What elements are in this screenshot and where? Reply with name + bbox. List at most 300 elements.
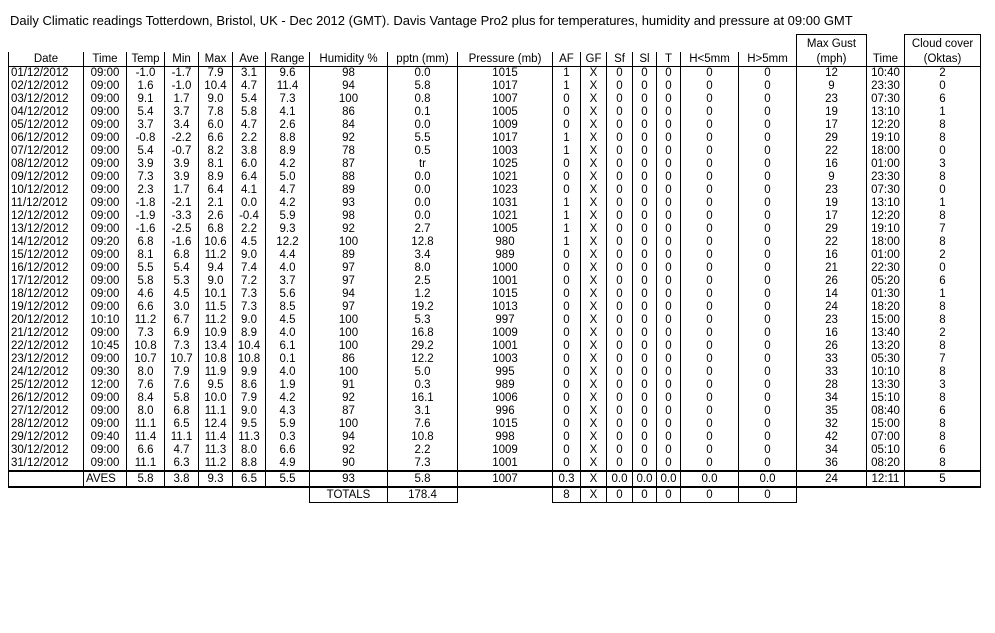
table-cell: 09:00 (84, 210, 127, 223)
table-cell: 0 (553, 106, 581, 119)
column-header: Min (165, 52, 199, 67)
table-cell: 0 (607, 379, 633, 392)
table-cell: X (581, 275, 607, 288)
table-cell: 04/12/2012 (9, 106, 84, 119)
table-cell: 33 (797, 366, 867, 379)
averages-cell (9, 471, 84, 487)
table-cell: 0 (681, 119, 739, 132)
table-cell: 5.4 (127, 106, 165, 119)
table-cell: 6.8 (127, 236, 165, 249)
table-cell: 0 (739, 418, 797, 431)
table-cell: 26/12/2012 (9, 392, 84, 405)
table-cell: 7.9 (233, 392, 266, 405)
table-cell: 33 (797, 353, 867, 366)
table-cell: 10.0 (199, 392, 233, 405)
table-cell: 1007 (458, 93, 553, 106)
column-header: Sl (633, 52, 657, 67)
table-cell: 0 (657, 184, 681, 197)
table-row (9, 236, 981, 249)
averages-cell: 1007 (458, 471, 553, 487)
table-cell: 1017 (458, 80, 553, 93)
table-cell: 5.6 (266, 288, 310, 301)
table-cell: 24 (797, 301, 867, 314)
table-cell: 21/12/2012 (9, 327, 84, 340)
table-cell: X (581, 67, 607, 81)
table-cell: 98 (310, 67, 388, 81)
table-cell: 07/12/2012 (9, 145, 84, 158)
table-cell: 0 (633, 431, 657, 444)
table-cell: 0 (739, 184, 797, 197)
table-cell: 0 (739, 379, 797, 392)
table-cell: 0 (739, 158, 797, 171)
column-header: H>5mm (739, 52, 797, 67)
table-cell: tr (388, 158, 458, 171)
table-cell: 4.7 (233, 80, 266, 93)
table-cell: 989 (458, 249, 553, 262)
table-cell: 0 (681, 93, 739, 106)
table-cell: 0 (607, 301, 633, 314)
averages-cell: 12:11 (867, 471, 905, 487)
table-cell: 0 (657, 93, 681, 106)
table-cell: 0 (633, 444, 657, 457)
table-cell: 4.0 (266, 366, 310, 379)
table-cell: 12.4 (199, 418, 233, 431)
table-cell: 0 (739, 236, 797, 249)
table-cell: X (581, 457, 607, 471)
table-cell: 0 (739, 223, 797, 236)
table-cell: 26 (797, 275, 867, 288)
table-cell: 1023 (458, 184, 553, 197)
table-cell: 0 (905, 262, 981, 275)
table-cell: 6.6 (199, 132, 233, 145)
table-cell: 1 (553, 223, 581, 236)
empty-cell (127, 487, 165, 503)
table-cell: 1009 (458, 444, 553, 457)
table-cell: 0 (607, 327, 633, 340)
table-cell: 1001 (458, 340, 553, 353)
table-cell: 8 (905, 457, 981, 471)
table-cell: 0 (657, 366, 681, 379)
table-cell: 0 (681, 223, 739, 236)
table-cell: 4.7 (165, 444, 199, 457)
averages-cell: 0.3 (553, 471, 581, 487)
table-cell: 25/12/2012 (9, 379, 84, 392)
table-cell: 6.0 (233, 158, 266, 171)
table-cell: 09:00 (84, 145, 127, 158)
table-cell: 7.3 (266, 93, 310, 106)
table-cell: 0 (739, 262, 797, 275)
table-cell: 1.6 (127, 80, 165, 93)
table-cell: 0 (681, 444, 739, 457)
table-cell: 0 (633, 288, 657, 301)
table-cell: 6.4 (199, 184, 233, 197)
table-row (9, 457, 981, 471)
table-cell: 2.7 (388, 223, 458, 236)
table-cell: 0 (681, 366, 739, 379)
cloud-cover-header: Cloud cover (905, 35, 981, 53)
column-header: Max (199, 52, 233, 67)
table-row (9, 197, 981, 210)
table-row (9, 80, 981, 93)
table-cell: 23 (797, 184, 867, 197)
table-body (9, 35, 981, 503)
table-cell: 09:00 (84, 262, 127, 275)
table-cell: 10.7 (127, 353, 165, 366)
table-row (9, 132, 981, 145)
table-cell: 98 (310, 210, 388, 223)
table-cell: 0 (633, 145, 657, 158)
table-cell: X (581, 223, 607, 236)
table-cell: 8 (905, 340, 981, 353)
table-cell: 0.0 (388, 210, 458, 223)
table-cell: 6.8 (165, 249, 199, 262)
table-cell: 97 (310, 301, 388, 314)
table-cell: 5.4 (165, 262, 199, 275)
table-cell: 0 (739, 340, 797, 353)
table-cell: 6.3 (165, 457, 199, 471)
table-cell: 1.7 (165, 184, 199, 197)
table-cell: 1017 (458, 132, 553, 145)
table-cell: 0 (739, 327, 797, 340)
header-top-row (9, 35, 981, 53)
table-cell: 100 (310, 340, 388, 353)
table-cell: 0 (607, 392, 633, 405)
table-cell: 0 (553, 431, 581, 444)
table-cell: 0.1 (388, 106, 458, 119)
table-cell: 3 (905, 158, 981, 171)
table-cell: 17 (797, 119, 867, 132)
table-cell: 7.9 (165, 366, 199, 379)
table-cell: 05/12/2012 (9, 119, 84, 132)
averages-cell: 5 (905, 471, 981, 487)
table-cell: 6 (905, 405, 981, 418)
table-cell: 8 (905, 236, 981, 249)
table-cell: 11.3 (199, 444, 233, 457)
table-cell: 09:20 (84, 236, 127, 249)
table-cell: 5.8 (388, 80, 458, 93)
table-cell: 0 (633, 327, 657, 340)
table-cell: 3.0 (165, 301, 199, 314)
table-cell: 16 (797, 158, 867, 171)
table-cell: X (581, 405, 607, 418)
table-cell: 1.7 (165, 93, 199, 106)
table-cell: 0 (657, 392, 681, 405)
table-cell: -1.8 (127, 197, 165, 210)
table-cell: 0 (681, 457, 739, 471)
table-cell: 5.0 (266, 171, 310, 184)
table-cell: 0 (607, 93, 633, 106)
table-cell: 14/12/2012 (9, 236, 84, 249)
table-cell: 11.9 (199, 366, 233, 379)
table-row (9, 314, 981, 327)
climate-table (8, 34, 981, 503)
table-cell: -1.0 (165, 80, 199, 93)
table-cell: 11.5 (199, 301, 233, 314)
table-cell: 0 (607, 119, 633, 132)
averages-cell: 93 (310, 471, 388, 487)
table-cell: 10:10 (84, 314, 127, 327)
column-header: (Oktas) (905, 52, 981, 67)
table-cell: 11.2 (127, 314, 165, 327)
table-cell: 0 (681, 145, 739, 158)
table-cell: 0 (681, 275, 739, 288)
table-cell: 2.6 (199, 210, 233, 223)
table-cell: 9.9 (233, 366, 266, 379)
table-cell: 4.4 (266, 249, 310, 262)
table-cell: 6.6 (127, 444, 165, 457)
table-cell: 22/12/2012 (9, 340, 84, 353)
table-cell: 7 (905, 353, 981, 366)
averages-cell: 24 (797, 471, 867, 487)
table-cell: 5.3 (165, 275, 199, 288)
table-cell: 4.7 (266, 184, 310, 197)
table-cell: 0 (681, 67, 739, 81)
table-cell: 2.2 (233, 223, 266, 236)
table-cell: 9.4 (199, 262, 233, 275)
table-cell: 0 (607, 184, 633, 197)
table-cell: 0 (681, 262, 739, 275)
table-cell: 1003 (458, 353, 553, 366)
table-cell: 0 (607, 132, 633, 145)
table-cell: 0 (739, 80, 797, 93)
table-cell: 15:00 (867, 418, 905, 431)
table-cell: 0 (681, 184, 739, 197)
table-cell: 1001 (458, 275, 553, 288)
table-cell: 1 (905, 106, 981, 119)
table-cell: 35 (797, 405, 867, 418)
table-row (9, 93, 981, 106)
table-cell: 10.7 (165, 353, 199, 366)
table-cell: 5.3 (388, 314, 458, 327)
table-cell: 0 (553, 301, 581, 314)
table-cell: 0 (607, 80, 633, 93)
table-cell: 0 (607, 288, 633, 301)
table-cell: 17 (797, 210, 867, 223)
table-cell: 0 (739, 353, 797, 366)
table-cell: 8.1 (127, 249, 165, 262)
table-cell: 05:20 (867, 275, 905, 288)
table-cell: 09:00 (84, 457, 127, 471)
averages-cell: 6.5 (233, 471, 266, 487)
averages-cell: 0.0 (681, 471, 739, 487)
table-cell: 0 (633, 210, 657, 223)
table-cell: 0 (657, 262, 681, 275)
table-cell: 10:10 (867, 366, 905, 379)
table-cell: 13:20 (867, 340, 905, 353)
table-cell: -1.6 (165, 236, 199, 249)
averages-cell: AVES (84, 471, 127, 487)
table-cell: 4.1 (233, 184, 266, 197)
table-cell: 10.4 (199, 80, 233, 93)
table-cell: 9.1 (127, 93, 165, 106)
averages-row (9, 471, 981, 487)
table-cell: 11.1 (127, 457, 165, 471)
table-cell: 1015 (458, 418, 553, 431)
table-row (9, 106, 981, 119)
table-cell: 0 (633, 106, 657, 119)
table-cell: 0 (657, 444, 681, 457)
table-cell: 8 (905, 171, 981, 184)
table-cell: 0 (657, 236, 681, 249)
table-cell: X (581, 301, 607, 314)
table-cell: 86 (310, 106, 388, 119)
table-cell: 0 (633, 249, 657, 262)
column-header: Date (9, 52, 84, 67)
table-cell: 15:10 (867, 392, 905, 405)
table-cell: 0 (553, 288, 581, 301)
table-cell: 8.0 (388, 262, 458, 275)
table-cell: 0 (739, 249, 797, 262)
table-cell: 01:30 (867, 288, 905, 301)
table-cell: X (581, 249, 607, 262)
table-cell: 0 (657, 457, 681, 471)
table-cell: 31/12/2012 (9, 457, 84, 471)
column-header: H<5mm (681, 52, 739, 67)
table-cell: 0 (905, 80, 981, 93)
table-cell: 0 (607, 418, 633, 431)
table-cell: 3.8 (233, 145, 266, 158)
table-cell: 100 (310, 93, 388, 106)
table-cell: 9.5 (233, 418, 266, 431)
table-cell: 10:40 (867, 67, 905, 81)
table-cell: 6 (905, 444, 981, 457)
table-cell: 0 (607, 405, 633, 418)
table-cell: 1006 (458, 392, 553, 405)
table-cell: 6.8 (165, 405, 199, 418)
totals-cell: 0 (633, 487, 657, 503)
table-cell: 0 (739, 132, 797, 145)
table-cell: 19.2 (388, 301, 458, 314)
table-cell: 4.3 (266, 405, 310, 418)
table-cell: 1009 (458, 327, 553, 340)
table-cell: 0 (657, 249, 681, 262)
table-cell: X (581, 106, 607, 119)
table-cell: 4.5 (266, 314, 310, 327)
table-cell: 9.0 (233, 405, 266, 418)
table-row (9, 249, 981, 262)
table-cell: 3.7 (165, 106, 199, 119)
table-cell: 1000 (458, 262, 553, 275)
table-cell: 4.7 (233, 119, 266, 132)
table-cell: 1 (553, 80, 581, 93)
table-cell: 0 (681, 158, 739, 171)
empty-cell (233, 487, 266, 503)
table-cell: 0 (681, 249, 739, 262)
averages-cell: 0.0 (607, 471, 633, 487)
table-cell: 0 (553, 158, 581, 171)
totals-cell: 0 (739, 487, 797, 503)
table-cell: 0 (681, 197, 739, 210)
table-cell: 0 (633, 197, 657, 210)
table-cell: 09:00 (84, 392, 127, 405)
table-cell: 3.9 (165, 158, 199, 171)
table-cell: 8 (905, 392, 981, 405)
table-cell: 15/12/2012 (9, 249, 84, 262)
table-cell: 6.7 (165, 314, 199, 327)
table-cell: 24/12/2012 (9, 366, 84, 379)
totals-cell: X (581, 487, 607, 503)
table-cell: 0 (739, 288, 797, 301)
table-cell: 09:30 (84, 366, 127, 379)
table-cell: 6 (905, 93, 981, 106)
table-cell: 1013 (458, 301, 553, 314)
table-cell: 3.7 (266, 275, 310, 288)
table-cell: 87 (310, 158, 388, 171)
table-cell: 996 (458, 405, 553, 418)
table-cell: 2.6 (266, 119, 310, 132)
table-cell: 0 (739, 392, 797, 405)
table-cell: 100 (310, 314, 388, 327)
table-cell: 9 (797, 80, 867, 93)
table-cell: 0 (657, 418, 681, 431)
table-cell: 1 (553, 210, 581, 223)
table-cell: 0 (681, 314, 739, 327)
table-cell: 0 (739, 275, 797, 288)
table-cell: 4.2 (266, 392, 310, 405)
table-cell: 4.1 (266, 106, 310, 119)
table-cell: 6.9 (165, 327, 199, 340)
table-cell: 1.2 (388, 288, 458, 301)
table-cell: 13/12/2012 (9, 223, 84, 236)
table-cell: 23:30 (867, 171, 905, 184)
table-cell: -1.9 (127, 210, 165, 223)
table-cell: 09:00 (84, 327, 127, 340)
table-cell: X (581, 145, 607, 158)
table-cell: 91 (310, 379, 388, 392)
table-cell: X (581, 444, 607, 457)
table-cell: 09:00 (84, 158, 127, 171)
table-cell: 0 (633, 457, 657, 471)
table-cell: 10.8 (199, 353, 233, 366)
table-cell: 92 (310, 132, 388, 145)
table-cell: 2.2 (233, 132, 266, 145)
table-cell: 0 (553, 444, 581, 457)
table-cell: 23 (797, 314, 867, 327)
table-cell: 8.8 (266, 132, 310, 145)
table-row (9, 444, 981, 457)
table-cell: 18:00 (867, 236, 905, 249)
table-cell: 0 (633, 223, 657, 236)
table-cell: 9.5 (199, 379, 233, 392)
table-cell: 3.7 (127, 119, 165, 132)
table-cell: 9.0 (199, 93, 233, 106)
table-cell: 0 (633, 171, 657, 184)
table-row (9, 301, 981, 314)
table-cell: 89 (310, 249, 388, 262)
table-cell: 0 (553, 418, 581, 431)
table-cell: 0 (633, 405, 657, 418)
table-cell: 09:00 (84, 184, 127, 197)
table-cell: 32 (797, 418, 867, 431)
column-header: Time (867, 52, 905, 67)
table-cell: 8.8 (233, 457, 266, 471)
table-cell: 0 (681, 327, 739, 340)
table-cell: -0.7 (165, 145, 199, 158)
table-cell: 23 (797, 93, 867, 106)
table-cell: 1005 (458, 223, 553, 236)
table-cell: 22 (797, 236, 867, 249)
table-cell: 0 (607, 340, 633, 353)
table-cell: 10:45 (84, 340, 127, 353)
table-cell: 8 (905, 210, 981, 223)
table-cell: 0 (633, 80, 657, 93)
table-cell: 30/12/2012 (9, 444, 84, 457)
table-cell: 0 (633, 392, 657, 405)
table-cell: 1 (553, 145, 581, 158)
table-cell: 94 (310, 80, 388, 93)
table-cell: 5.5 (127, 262, 165, 275)
table-cell: 3.4 (388, 249, 458, 262)
